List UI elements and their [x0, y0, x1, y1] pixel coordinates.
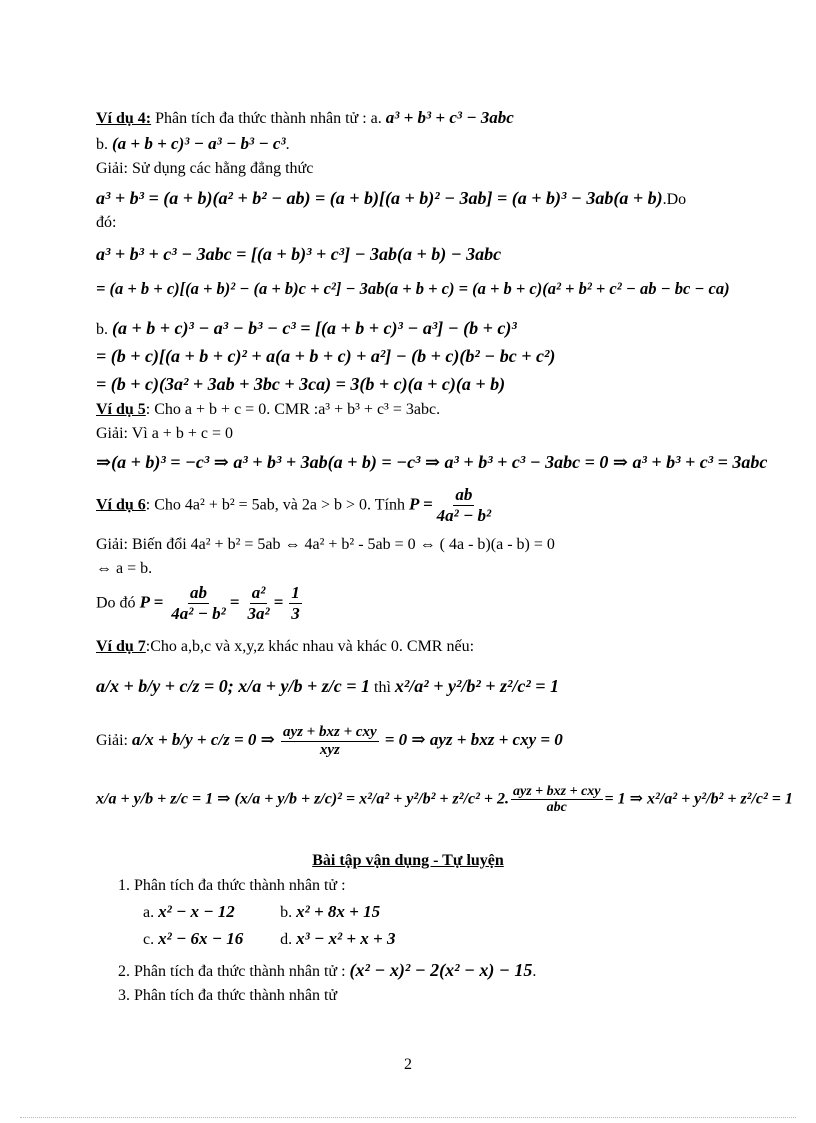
page-number: 2: [404, 1056, 412, 1073]
item-a-label: a.: [143, 904, 159, 921]
example-5-label: Ví dụ 5: [96, 401, 146, 418]
page-bottom-rule: [20, 1117, 796, 1118]
example-7-label: Ví dụ 7: [96, 638, 146, 655]
sol1-fraction: [281, 724, 379, 759]
identity-tail: .Do: [662, 191, 687, 208]
sol1-numerator: ayz + bxz + cxy: [282, 724, 377, 740]
exercise-2-end: .: [532, 963, 537, 980]
result-den-2: 3a²: [247, 603, 270, 623]
result-num-1: ab: [190, 583, 208, 602]
solution-prefix: Giải:: [96, 732, 132, 750]
item-a-expr: x² − x − 12: [158, 902, 235, 921]
b-prefix: b.: [96, 321, 112, 338]
item-b-expr: x² + 8x + 15: [296, 902, 381, 921]
example-6-implies: ⇔ a = b.: [96, 560, 153, 577]
p-lhs: P =: [408, 494, 433, 514]
b-step-3-expr: = (b + c)(3a² + 3ab + 3bc + 3ca) = 3(b + c)(a + c)(a + b): [96, 374, 506, 394]
exercise-2-text: 2. Phân tích đa thức thành nhân tử :: [118, 963, 350, 980]
exercise-3: 3. Phân tích đa thức thành nhân tử: [118, 987, 338, 1004]
part-b-label: b.: [96, 136, 112, 153]
result-fraction-2: [245, 584, 271, 623]
exercise-1: 1. Phân tích đa thức thành nhân tử :: [118, 877, 346, 894]
do-do-label: Do đó: [96, 594, 140, 612]
conclusion-expr: x²/a² + y²/b² + z²/c² = 1: [394, 676, 560, 696]
example-4-expr-b: (a + b + c)³ − a³ − b³ − c³: [112, 134, 286, 153]
example-5-step-expr: ⇒(a + b)³ = −c³ ⇒ a³ + b³ + 3ab(a + b) = −c³ ⇒ a³ + b³ + c³ − 3abc = 0 ⇒ a³ + b³ + c³ = 3abc: [96, 452, 768, 472]
exercise-1-ab: [143, 902, 796, 922]
example-5-text: : Cho a + b + c = 0. CMR :a³ + b³ + c³ = 3abc.: [145, 401, 441, 418]
step-1-expr: a³ + b³ + c³ − 3abc = [(a + b)³ + c³] − 3ab(a + b) − 3abc: [96, 244, 502, 264]
step-2: [96, 280, 796, 299]
step-2-expr: = (a + b + c)[(a + b)² − (a + b)c + c²] − 3ab(a + b + c) = (a + b + c)(a² + b² + c² − ab − bc − ca): [96, 279, 730, 298]
p-fraction: [435, 486, 494, 525]
b-step-2: [96, 346, 796, 367]
sol2-left: x/a + y/b + z/c = 1 ⇒ (x/a + y/b + z/c)² = x²/a² + y²/b² + z²/c² + 2.: [96, 790, 509, 808]
exercise-1-cd: [143, 929, 796, 949]
example-7-solution-2: [96, 784, 796, 816]
result-fraction-1: [169, 584, 228, 623]
b-step-1: [96, 318, 796, 339]
sol1-denominator: xyz: [319, 741, 340, 758]
example-7-heading: [96, 638, 796, 656]
result-num-2: a²: [251, 583, 266, 602]
example-4-expr-a: a³ + b³ + c³ − 3abc: [385, 108, 514, 127]
b-step-3: [96, 374, 796, 395]
example-6-result: Do đó P = $\frac{ab}{\text{4a² − b²}}$ = $\frac{\text{a²}}{\text{3a²}}$ = $\frac{1}{3}$: [96, 583, 300, 623]
sol2-numerator: ayz + bxz + cxy: [513, 784, 601, 799]
example-7-condition: [96, 676, 796, 697]
example-4-heading: [96, 108, 796, 128]
b-step-2-expr: = (b + c)[(a + b + c)² + a(a + b + c) + a²] − (b + c)(b² − bc + c²): [96, 346, 556, 366]
sol2-right: = 1 ⇒ x²/a² + y²/b² + z²/c² = 1: [604, 790, 793, 808]
example-4-label: Ví dụ 4:: [96, 110, 152, 127]
sol2-fraction: [511, 784, 603, 816]
exercises-title: [0, 852, 816, 870]
item-d-expr: x³ − x² + x + 3: [296, 929, 396, 948]
example-6-heading: [96, 486, 796, 525]
identity-expr: a³ + b³ = (a + b)(a² + b² − ab) = (a + b)[(a + b)² − 3ab] = (a + b)³ − 3ab(a + b): [96, 188, 663, 208]
example-7-solution-1: [96, 724, 796, 759]
sol2-denominator: abc: [546, 800, 567, 816]
p-denominator: 4a² − b²: [436, 505, 492, 525]
example-5-heading: [96, 401, 796, 419]
example-6-text: : Cho 4a² + b² = 5ab, và 2a > b > 0. Tính: [145, 496, 409, 514]
example-6-solution: Giải: Biến đổi 4a² + b² = 5ab ⇔ 4a² + b² - 5ab = 0 ⇔ ( 4a - b)(a - b) = 0: [96, 536, 555, 553]
result-p-lhs: P =: [139, 592, 164, 612]
thi-word: thì: [370, 679, 395, 696]
exercise-2-expr: (x² − x)² − 2(x² − x) − 15: [349, 960, 533, 980]
result-den-3: 3: [291, 603, 300, 623]
result-num-3: 1: [291, 583, 300, 602]
example-5-step: [96, 452, 796, 473]
exercise-2: [118, 960, 796, 981]
do-word: đó:: [96, 214, 117, 231]
p-numerator: ab: [455, 485, 473, 504]
identity-line: [96, 188, 796, 209]
result-den-1: 4a² − b²: [171, 603, 226, 623]
item-b-label: b.: [280, 904, 297, 921]
item-d-label: d.: [280, 931, 297, 948]
condition-expr: a/x + b/y + c/z = 0; x/a + y/b + z/c = 1: [96, 676, 371, 696]
item-c-label: c.: [143, 931, 159, 948]
solution-intro: Giải: Sử dụng các hằng đẳng thức: [96, 160, 314, 177]
result-fraction-3: [289, 584, 302, 623]
sol1-left: a/x + b/y + c/z = 0 ⇒: [132, 730, 275, 750]
period: .: [285, 136, 290, 153]
item-c-expr: x² − 6x − 16: [158, 929, 244, 948]
exercises-title-text: Bài tập vận dụng - Tự luyện: [312, 852, 504, 869]
example-5-solution: Giải: Vì a + b + c = 0: [96, 425, 233, 442]
step-1: [96, 244, 796, 265]
example-7-text: :Cho a,b,c và x,y,z khác nhau và khác 0. CMR nếu:: [145, 638, 475, 655]
example-4-part-b: [96, 134, 796, 154]
example-6-label: Ví dụ 6: [96, 496, 146, 514]
example-4-text: Phân tích đa thức thành nhân tử : a.: [151, 110, 386, 127]
sol1-right: = 0 ⇒ ayz + bxz + cxy = 0: [384, 730, 563, 750]
b-step-1-expr: (a + b + c)³ − a³ − b³ − c³ = [(a + b + c)³ − a³] − (b + c)³: [112, 318, 517, 338]
